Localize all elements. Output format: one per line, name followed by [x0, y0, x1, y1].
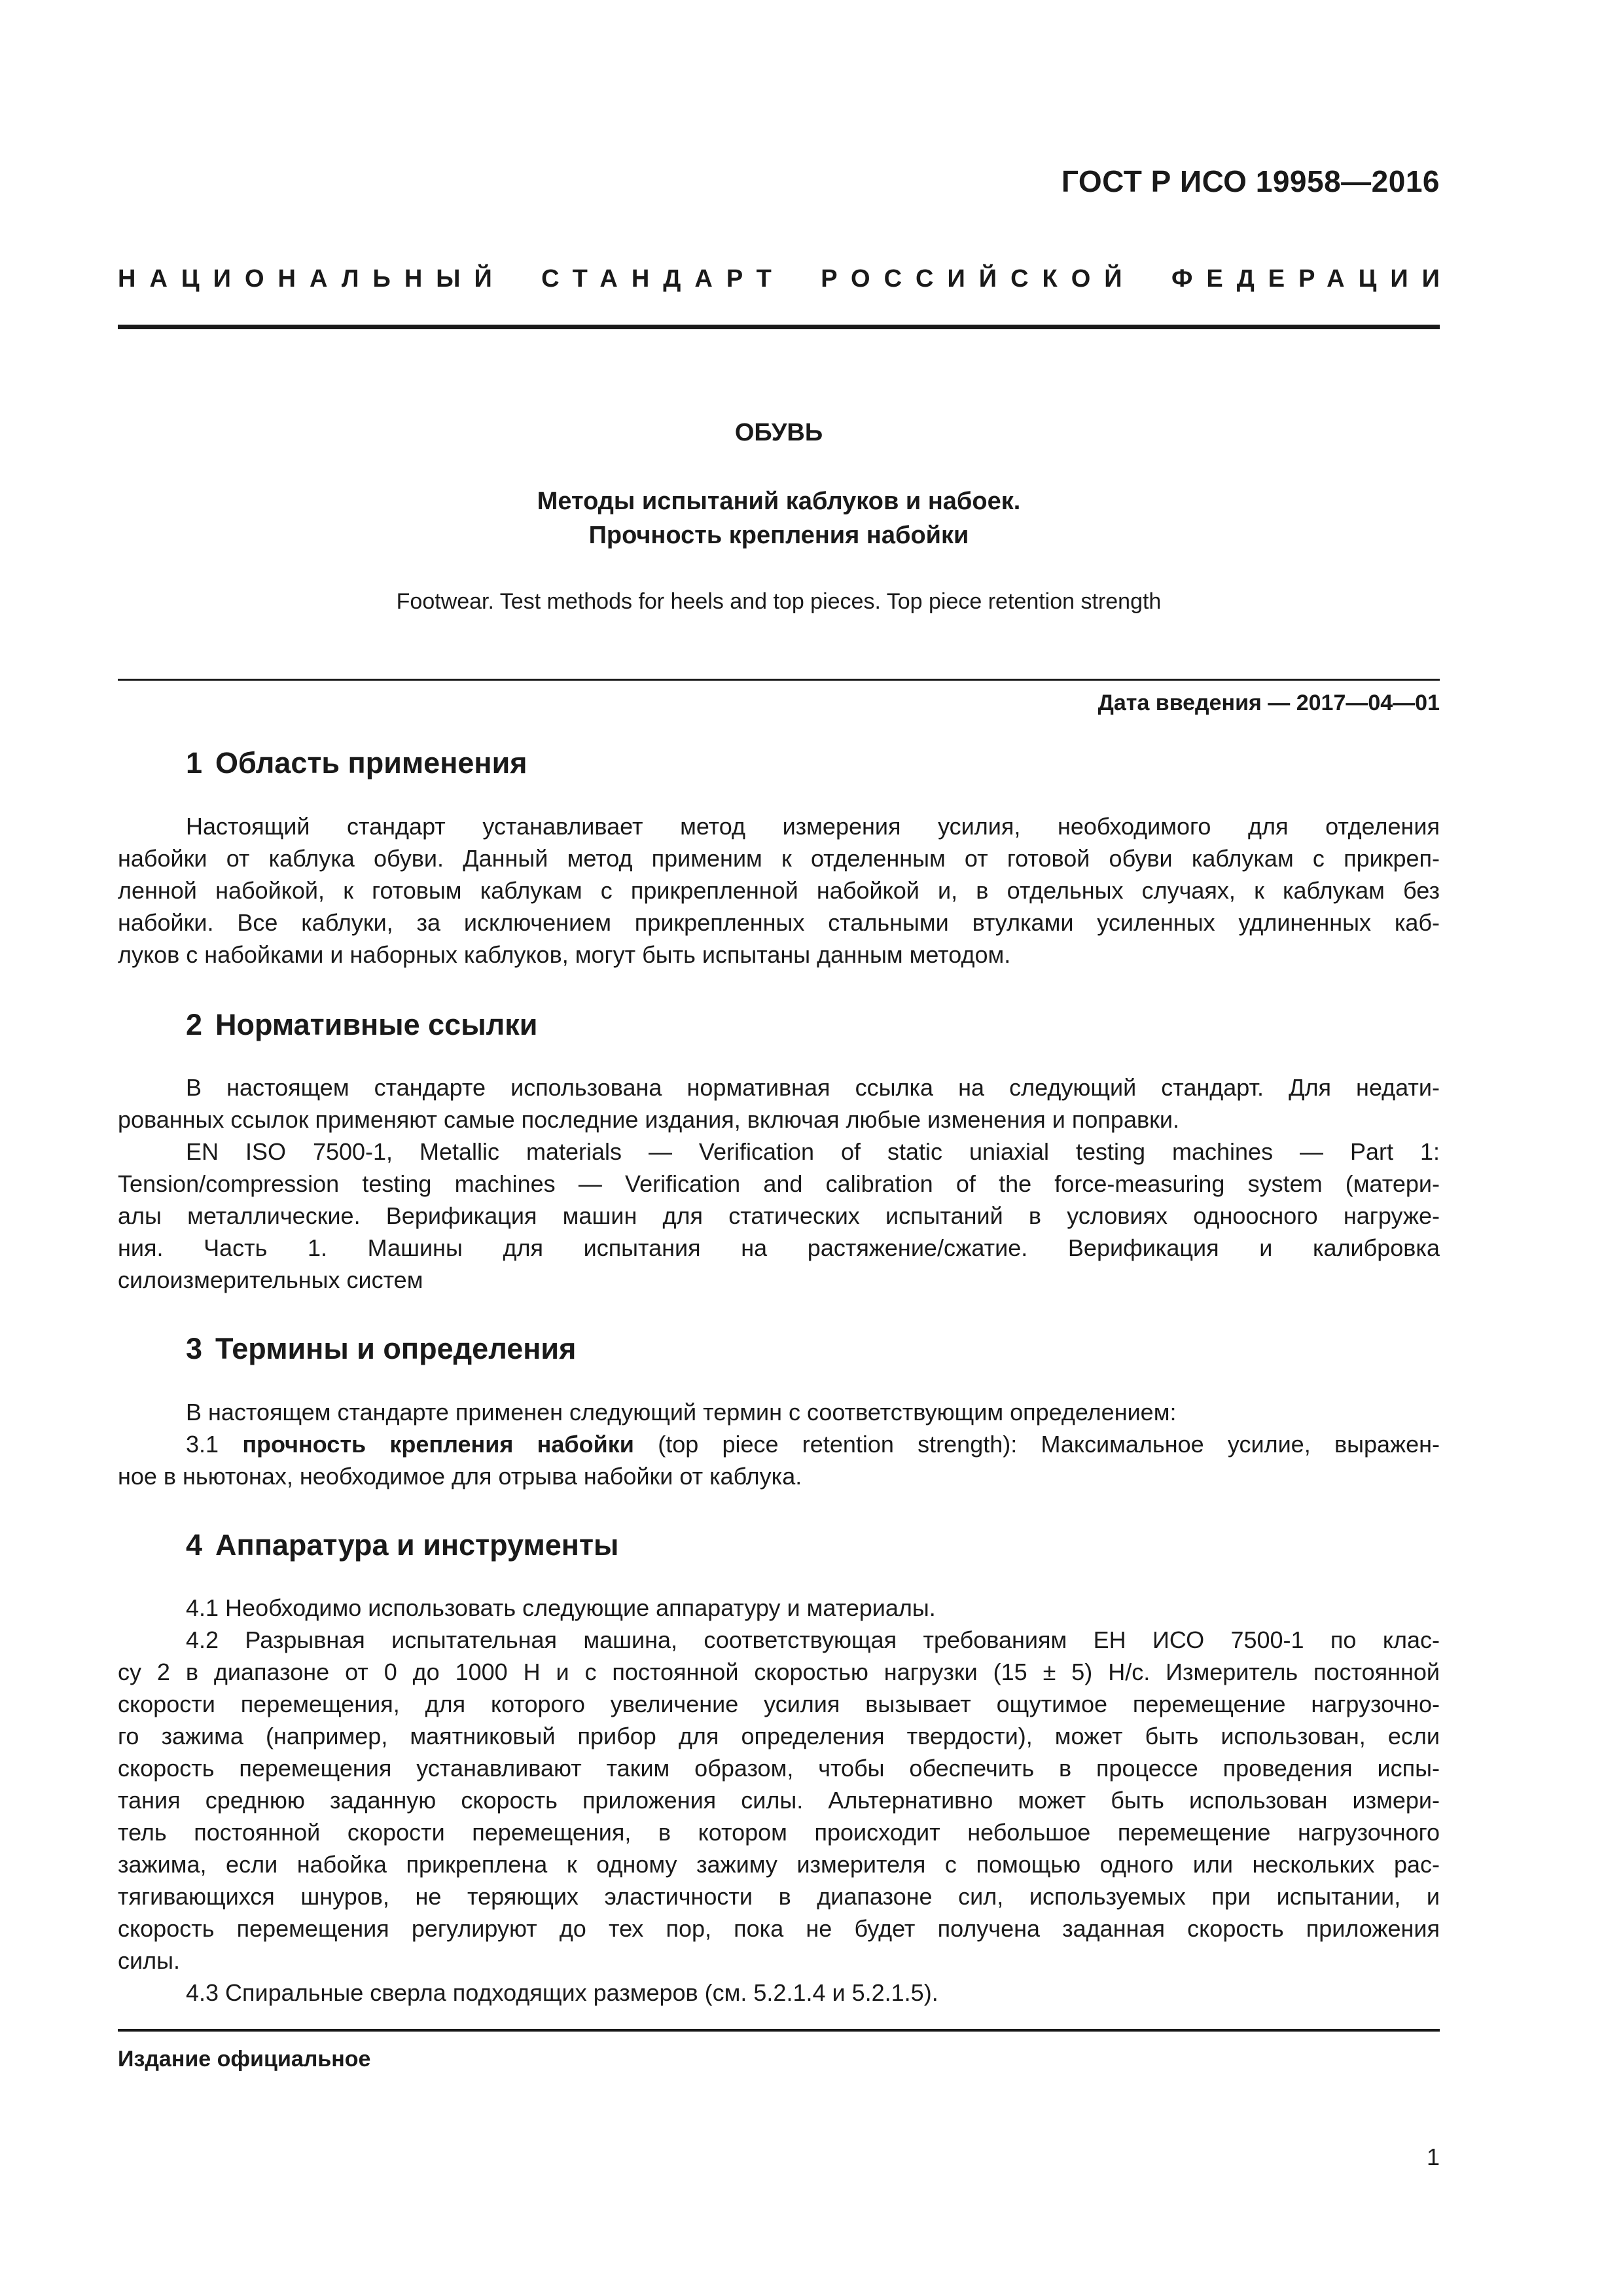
section-heading-2 [186, 1008, 537, 1042]
banner-word: СТАНДАРТ [541, 265, 785, 293]
section-title: Аппаратура и инструменты [215, 1528, 619, 1562]
section-2-paragraph [118, 1071, 1440, 1296]
text-line: набойки. Все каблуки, за исключением прикрепленных стальными втулками усиленных удлиненных каб- [118, 909, 1440, 936]
section-heading-1 [186, 746, 527, 780]
text-line: ния. Часть 1. Машины для испытания на растяжение/сжатие. Верификация и калибровка [118, 1234, 1440, 1261]
banner-word: НАЦИОНАЛЬНЫЙ [118, 265, 506, 293]
text-line: ное в ньютонах, необходимое для отрыва набойки от каблука. [118, 1463, 802, 1490]
text-line: Настоящий стандарт устанавливает метод измерения усилия, необходимого для отделения [186, 813, 1440, 840]
defined-term: прочность крепления набойки [242, 1431, 634, 1458]
footer-divider [118, 2029, 1440, 2032]
page-number: 1 [1426, 2144, 1440, 2170]
document-number: ГОСТ Р ИСО 19958—2016 [1061, 164, 1440, 198]
text-line: го зажима (например, маятниковый прибор для определения твердости), может быть использован, если [118, 1723, 1440, 1749]
national-standard-banner [118, 265, 1454, 293]
text-line: алы металлические. Верификация машин для статических испытаний в условиях одноосного нагруже- [118, 1202, 1440, 1229]
text-line: силоизмерительных систем [118, 1266, 423, 1293]
text-line: луков с набойками и наборных каблуков, могут быть испытаны данным методом. [118, 941, 1011, 968]
banner-word: РОССИЙСКОЙ [821, 265, 1136, 293]
section-title: Область применения [215, 746, 527, 780]
text-line: Tension/compression testing machines — Verification and calibration of the force-measuring system (матери- [118, 1170, 1440, 1197]
definition-text: (top piece retention strength): Максимальное усилие, выражен- [658, 1431, 1440, 1458]
section-4-paragraph [118, 1592, 1440, 2009]
text-line: 4.3 Спиральные сверла подходящих размеров (см. 5.2.1.4 и 5.2.1.5). [186, 1979, 938, 2006]
section-title: Нормативные ссылки [215, 1008, 538, 1041]
text-line: В настоящем стандарте применен следующий термин с соответствующим определением: [186, 1399, 1177, 1426]
header-divider [118, 325, 1440, 329]
title-divider [118, 679, 1440, 681]
document-title: ОБУВЬ [734, 419, 823, 446]
text-line: скорости перемещения, для которого увеличение усилия вызывает ощутимое перемещение нагрузочно- [118, 1691, 1440, 1717]
text-line: су 2 в диапазоне от 0 до 1000 Н и с постоянной скоростью нагрузки (15 ± 5) Н/с. Измеритель постоянной [118, 1659, 1440, 1685]
section-heading-3 [186, 1332, 576, 1366]
text-line: тель постоянной скорости перемещения, в котором происходит небольшое перемещение нагрузочного [118, 1819, 1440, 1846]
section-number: 1 [186, 746, 203, 780]
definition-number: 3.1 [186, 1431, 219, 1458]
section-number: 2 [186, 1008, 203, 1041]
definition-line [118, 1428, 1440, 1460]
text-line: рованных ссылок применяют самые последние издания, включая любые изменения и поправки. [118, 1106, 1179, 1133]
section-heading-4 [186, 1528, 618, 1562]
text-line: ленной набойкой, к готовым каблукам с прикрепленной набойкой и, в отдельных случаях, к каблукам без [118, 877, 1440, 904]
section-number: 4 [186, 1528, 203, 1562]
text-line: В настоящем стандарте использована нормативная ссылка на следующий стандарт. Для недати- [186, 1074, 1440, 1101]
subtitle-line: Прочность крепления набойки [588, 522, 969, 549]
text-line: набойки от каблука обуви. Данный метод применим к отделенным от готовой обуви каблукам с прикреп- [118, 845, 1440, 872]
text-line: зажима, если набойка прикреплена к одному зажиму измерителя с помощью одного или нескольких рас- [118, 1851, 1440, 1878]
text-line: скорость перемещения регулируют до тех пор, пока не будет получена заданная скорость приложения [118, 1915, 1440, 1942]
document-page [118, 0, 1454, 2296]
section-1-paragraph [118, 810, 1440, 971]
text-line: силы. [118, 1947, 180, 1974]
text-line: скорость перемещения устанавливают таким образом, чтобы обеспечить в процессе проведения испы- [118, 1755, 1440, 1782]
english-title: Footwear. Test methods for heels and top pieces. Top piece retention strength [396, 589, 1162, 614]
text-line: 4.2 Разрывная испытательная машина, соответствующая требованиям ЕН ИСО 7500-1 по клас- [186, 1626, 1440, 1653]
edition-label: Издание официальное [118, 2047, 371, 2072]
text-line: тания среднюю заданную скорость приложения силы. Альтернативно может быть использован измери- [118, 1787, 1440, 1814]
document-subtitle [118, 484, 1440, 552]
introduction-date: Дата введения — 2017—04—01 [1097, 691, 1440, 715]
banner-word: ФЕДЕРАЦИИ [1171, 265, 1454, 293]
text-line: EN ISO 7500-1, Metallic materials — Verification of static uniaxial testing machines — Part 1: [186, 1138, 1440, 1165]
section-3-paragraph [118, 1396, 1440, 1492]
text-line: 4.1 Необходимо использовать следующие аппаратуру и материалы. [186, 1594, 936, 1621]
text-line: тягивающихся шнуров, не теряющих эластичности в диапазоне сил, используемых при испытании, и [118, 1883, 1440, 1910]
subtitle-line: Методы испытаний каблуков и набоек. [537, 488, 1021, 515]
section-number: 3 [186, 1332, 203, 1365]
section-title: Термины и определения [215, 1332, 577, 1365]
